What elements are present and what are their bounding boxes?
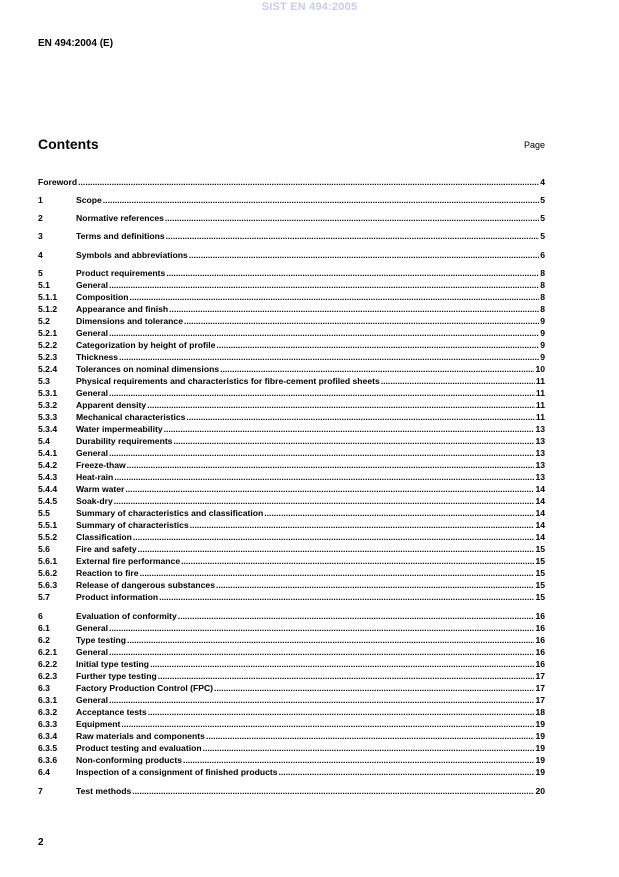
toc-entry-number: 6 — [38, 611, 43, 621]
toc-entry[interactable] — [38, 175, 545, 187]
toc-entry-title: Product information — [76, 592, 159, 602]
toc-entry-number: 6.3.1 — [38, 695, 58, 705]
toc-entry-page: 15 — [535, 568, 545, 578]
toc-entry[interactable] — [38, 386, 545, 398]
toc-entry[interactable] — [38, 302, 545, 314]
toc-entry-page: 9 — [540, 352, 545, 362]
toc-entry-number: 5.1 — [38, 280, 50, 290]
toc-entry-title: General — [76, 448, 109, 458]
toc-entry[interactable] — [38, 350, 545, 362]
toc-entry[interactable] — [38, 398, 545, 410]
toc-entry-title: Foreword — [38, 177, 78, 187]
toc-entry-number: 5.3.3 — [38, 412, 58, 422]
toc-entry-page: 17 — [535, 683, 545, 693]
toc-entry-number: 6.3.6 — [38, 755, 58, 765]
toc-entry-page: 11 — [535, 400, 545, 410]
toc-entry-title: Inspection of a consignment of finished products — [76, 767, 278, 777]
toc-entry-number: 5.3.4 — [38, 424, 58, 434]
toc-entry-title: Fire and safety — [76, 544, 137, 554]
toc-entry-number: 5.5.2 — [38, 532, 58, 542]
toc-entry-page: 14 — [535, 520, 545, 530]
toc-dot-leader — [381, 376, 535, 386]
toc-dot-leader — [169, 304, 539, 314]
toc-entry[interactable] — [38, 326, 545, 338]
toc-dot-leader — [103, 195, 539, 205]
toc-entry-title: Product requirements — [76, 268, 166, 278]
toc-entry-page: 15 — [535, 556, 545, 566]
toc-dot-leader — [183, 755, 534, 765]
toc-entry-title: General — [76, 328, 109, 338]
toc-entry[interactable] — [38, 314, 545, 326]
toc-entry[interactable] — [38, 530, 545, 542]
toc-entry[interactable] — [38, 578, 545, 590]
toc-entry-number: 5.4.1 — [38, 448, 58, 458]
toc-dot-leader — [109, 388, 535, 398]
toc-entry-title: Summary of characteristics and classification — [76, 508, 264, 518]
toc-dot-leader — [159, 592, 534, 602]
toc-entry-number: 1 — [38, 195, 43, 205]
toc-entry-page: 15 — [535, 544, 545, 554]
toc-entry[interactable] — [38, 657, 545, 669]
toc-entry[interactable] — [38, 248, 545, 260]
toc-dot-leader — [216, 340, 539, 350]
toc-dot-leader — [109, 448, 534, 458]
toc-entry-title: Mechanical characteristics — [76, 412, 186, 422]
toc-entry[interactable] — [38, 278, 545, 290]
toc-entry[interactable] — [38, 446, 545, 458]
watermark: SIST EN 494:2005 — [261, 1, 358, 13]
toc-entry-number: 6.2.1 — [38, 647, 58, 657]
toc-entry-title: Heat-rain — [76, 472, 114, 482]
toc-entry[interactable] — [38, 753, 545, 765]
toc-entry-page: 11 — [535, 388, 545, 398]
toc-entry-number: 5.4 — [38, 436, 50, 446]
toc-entry-number: 6.2 — [38, 635, 50, 645]
toc-entry-number: 5.2 — [38, 316, 50, 326]
toc-entry-number: 6.2.3 — [38, 671, 58, 681]
toc-entry-page: 8 — [540, 268, 545, 278]
toc-entry[interactable] — [38, 422, 545, 434]
page-column-label: Page — [523, 140, 545, 150]
toc-entry-page: 9 — [540, 316, 545, 326]
toc-entry-page: 14 — [535, 496, 545, 506]
toc-entry-title: Raw materials and components — [76, 731, 205, 741]
toc-entry-page: 5 — [540, 195, 545, 205]
toc-dot-leader — [190, 520, 535, 530]
toc-entry-page: 13 — [535, 448, 545, 458]
toc-entry-title: Release of dangerous substances — [76, 580, 215, 590]
toc-entry-title: General — [76, 623, 109, 633]
toc-dot-leader — [166, 231, 540, 241]
toc-entry-title: Symbols and abbreviations — [76, 250, 188, 260]
toc-entry-title: Product testing and evaluation — [76, 743, 202, 753]
toc-dot-leader — [165, 213, 539, 223]
toc-dot-leader — [178, 611, 535, 621]
toc-entry-number: 5.2.2 — [38, 340, 58, 350]
toc-dot-leader — [184, 316, 539, 326]
toc-dot-leader — [164, 424, 535, 434]
toc-entry-title: General — [76, 647, 109, 657]
toc-dot-leader — [150, 659, 534, 669]
toc-entry-page: 15 — [535, 580, 545, 590]
toc-entry-page: 19 — [535, 719, 545, 729]
toc-entry[interactable] — [38, 458, 545, 470]
toc-entry-title: Warm water — [76, 484, 125, 494]
toc-entry-title: Factory Production Control (FPC) — [76, 683, 214, 693]
toc-entry-page: 17 — [535, 695, 545, 705]
toc-entry-title: Scope — [76, 195, 102, 205]
toc-entry-number: 5.2.4 — [38, 364, 58, 374]
toc-entry-page: 10 — [535, 364, 545, 374]
toc-entry-number: 5.7 — [38, 592, 50, 602]
toc-entry-number: 5.3.2 — [38, 400, 58, 410]
toc-dot-leader — [140, 568, 535, 578]
page-number: 2 — [38, 837, 44, 848]
toc-dot-leader — [127, 460, 535, 470]
toc-entry-number: 7 — [38, 786, 43, 796]
toc-entry-page: 16 — [535, 635, 545, 645]
toc-dot-leader — [114, 472, 534, 482]
toc-dot-leader — [186, 412, 535, 422]
toc-entry-number: 5.3.1 — [38, 388, 58, 398]
toc-entry[interactable] — [38, 621, 545, 633]
toc-entry[interactable] — [38, 193, 545, 205]
toc-entry[interactable] — [38, 266, 545, 278]
toc-entry-number: 5.4.5 — [38, 496, 58, 506]
toc-dot-leader — [109, 280, 539, 290]
toc-entry-title: Further type testing — [76, 671, 157, 681]
toc-dot-leader — [189, 250, 539, 260]
toc-entry-page: 15 — [535, 592, 545, 602]
toc-entry[interactable] — [38, 494, 545, 506]
toc-entry-number: 6.3.4 — [38, 731, 58, 741]
toc-dot-leader — [132, 786, 534, 796]
toc-entry[interactable] — [38, 542, 545, 554]
toc-entry-title: Soak-dry — [76, 496, 113, 506]
toc-entry-page: 14 — [535, 484, 545, 494]
toc-entry-page: 17 — [535, 671, 545, 681]
toc-dot-leader — [138, 544, 535, 554]
toc-entry-page: 19 — [535, 767, 545, 777]
toc-dot-leader — [220, 364, 534, 374]
toc-entry-page: 13 — [535, 460, 545, 470]
toc-entry-title: Reaction to fire — [76, 568, 139, 578]
toc-entry-number: 5.5 — [38, 508, 50, 518]
toc-entry-page: 19 — [535, 743, 545, 753]
toc-entry-number: 6.4 — [38, 767, 50, 777]
toc-dot-leader — [148, 707, 535, 717]
toc-entry-page: 8 — [540, 292, 545, 302]
toc-entry-page: 8 — [540, 280, 545, 290]
toc-entry-title: Categorization by height of profile — [76, 340, 216, 350]
toc-entry-page: 16 — [535, 647, 545, 657]
toc-entry-number: 3 — [38, 231, 43, 241]
toc-entry-title: Durability requirements — [76, 436, 173, 446]
toc-entry-number: 5.1.1 — [38, 292, 58, 302]
toc-entry[interactable] — [38, 590, 545, 602]
toc-entry-number: 5.6.2 — [38, 568, 58, 578]
contents-heading: Contents — [38, 136, 99, 152]
toc-entry[interactable] — [38, 784, 545, 796]
toc-dot-leader — [121, 719, 534, 729]
toc-entry[interactable] — [38, 717, 545, 729]
toc-entry[interactable] — [38, 554, 545, 566]
toc-entry-title: General — [76, 695, 109, 705]
toc-entry[interactable] — [38, 506, 545, 518]
toc-entry-number: 5.6.1 — [38, 556, 58, 566]
toc-dot-leader — [114, 496, 535, 506]
toc-entry-page: 13 — [535, 424, 545, 434]
toc-entry[interactable] — [38, 290, 545, 302]
toc-dot-leader — [119, 352, 539, 362]
toc-entry[interactable] — [38, 741, 545, 753]
toc-entry[interactable] — [38, 482, 545, 494]
toc-entry-title: Water impermeability — [76, 424, 163, 434]
toc-entry-title: General — [76, 280, 109, 290]
toc-entry-title: Apparent density — [76, 400, 147, 410]
toc-entry-number: 2 — [38, 213, 43, 223]
toc-entry-number: 5 — [38, 268, 43, 278]
toc-entry[interactable] — [38, 211, 545, 223]
toc-entry-title: Initial type testing — [76, 659, 150, 669]
toc-dot-leader — [278, 767, 534, 777]
toc-entry-number: 6.3.2 — [38, 707, 58, 717]
toc-entry-number: 5.4.4 — [38, 484, 58, 494]
toc-entry-number: 6.1 — [38, 623, 50, 633]
toc-entry-page: 16 — [535, 659, 545, 669]
toc-entry-page: 14 — [535, 532, 545, 542]
toc-dot-leader — [109, 623, 534, 633]
toc-entry-page: 18 — [535, 707, 545, 717]
toc-dot-leader — [264, 508, 534, 518]
toc-entry-number: 6.3 — [38, 683, 50, 693]
toc-entry-number: 5.6.3 — [38, 580, 58, 590]
toc-entry-page: 16 — [535, 611, 545, 621]
toc-entry[interactable] — [38, 705, 545, 717]
toc-entry-page: 5 — [540, 231, 545, 241]
toc-entry-page: 5 — [540, 213, 545, 223]
toc-dot-leader — [166, 268, 539, 278]
toc-entry[interactable] — [38, 645, 545, 657]
toc-entry-title: External fire performance — [76, 556, 181, 566]
toc-dot-leader — [147, 400, 535, 410]
toc-entry-title: Summary of characteristics — [76, 520, 189, 530]
toc-entry[interactable] — [38, 729, 545, 741]
toc-entry[interactable] — [38, 518, 545, 530]
toc-entry-title: Dimensions and tolerance — [76, 316, 183, 326]
toc-entry-number: 6.3.3 — [38, 719, 58, 729]
toc-dot-leader — [173, 436, 534, 446]
toc-entry-number: 4 — [38, 250, 43, 260]
toc-dot-leader — [206, 731, 534, 741]
toc-entry-page: 9 — [540, 340, 545, 350]
toc-entry[interactable] — [38, 338, 545, 350]
toc-entry-page: 14 — [535, 508, 545, 518]
toc-entry-title: Equipment — [76, 719, 121, 729]
toc-dot-leader — [109, 647, 534, 657]
toc-dot-leader — [109, 328, 539, 338]
toc-entry-page: 13 — [535, 472, 545, 482]
toc-entry-page: 16 — [535, 623, 545, 633]
toc-entry-title: Acceptance tests — [76, 707, 147, 717]
toc-entry[interactable] — [38, 410, 545, 422]
toc-entry-title: Test methods — [76, 786, 132, 796]
toc-entry-page: 20 — [535, 786, 545, 796]
toc-entry-title: Terms and definitions — [76, 231, 165, 241]
toc-entry-title: Tolerances on nominal dimensions — [76, 364, 220, 374]
toc-entry-title: Appearance and finish — [76, 304, 169, 314]
toc-entry[interactable] — [38, 434, 545, 446]
toc-entry-title: Classification — [76, 532, 132, 542]
toc-entry-title: Non-conforming products — [76, 755, 182, 765]
toc-entry-number: 5.2.3 — [38, 352, 58, 362]
toc-entry-page: 11 — [535, 412, 545, 422]
toc-entry-number: 5.6 — [38, 544, 50, 554]
toc-entry[interactable] — [38, 470, 545, 482]
toc-entry[interactable] — [38, 693, 545, 705]
toc-dot-leader — [78, 177, 539, 187]
toc-entry-title: Type testing — [76, 635, 126, 645]
toc-entry-number: 5.2.1 — [38, 328, 58, 338]
toc-entry-title: Evaluation of conformity — [76, 611, 177, 621]
toc-entry-number: 6.2.2 — [38, 659, 58, 669]
toc-entry[interactable] — [38, 374, 545, 386]
toc-dot-leader — [109, 695, 534, 705]
toc-entry-number: 5.1.2 — [38, 304, 58, 314]
toc-dot-leader — [214, 683, 534, 693]
toc-entry[interactable] — [38, 229, 545, 241]
toc-entry[interactable] — [38, 765, 545, 777]
toc-entry-page: 19 — [535, 755, 545, 765]
toc-dot-leader — [216, 580, 534, 590]
toc-entry-page: 11 — [535, 376, 545, 386]
toc-dot-leader — [130, 292, 540, 302]
toc-entry[interactable] — [38, 633, 545, 645]
toc-entry-number: 5.3 — [38, 376, 50, 386]
toc-entry-title: Composition — [76, 292, 129, 302]
toc-dot-leader — [133, 532, 535, 542]
toc-entry-page: 13 — [535, 436, 545, 446]
toc-entry-number: 5.4.3 — [38, 472, 58, 482]
toc-entry-title: Thickness — [76, 352, 119, 362]
toc-entry-page: 8 — [540, 304, 545, 314]
toc-dot-leader — [181, 556, 534, 566]
toc-entry[interactable] — [38, 669, 545, 681]
toc-entry-title: Normative references — [76, 213, 164, 223]
toc-dot-leader — [127, 635, 534, 645]
toc-entry[interactable] — [38, 681, 545, 693]
toc-entry-page: 4 — [540, 177, 545, 187]
toc-entry-page: 19 — [535, 731, 545, 741]
toc-entry[interactable] — [38, 609, 545, 621]
toc-entry-title: Physical requirements and characteristics for fibre-cement profiled sheets — [76, 376, 380, 386]
toc-entry-page: 9 — [540, 328, 545, 338]
toc-entry-title: Freeze-thaw — [76, 460, 126, 470]
toc-entry-number: 5.5.1 — [38, 520, 58, 530]
toc-entry-title: General — [76, 388, 109, 398]
toc-entry-page: 6 — [540, 250, 545, 260]
toc-dot-leader — [158, 671, 535, 681]
toc-entry-number: 6.3.5 — [38, 743, 58, 753]
toc-dot-leader — [125, 484, 534, 494]
toc-entry[interactable] — [38, 362, 545, 374]
toc-dot-leader — [203, 743, 535, 753]
toc-entry[interactable] — [38, 566, 545, 578]
toc-entry-number: 5.4.2 — [38, 460, 58, 470]
document-id: EN 494:2004 (E) — [38, 38, 114, 49]
